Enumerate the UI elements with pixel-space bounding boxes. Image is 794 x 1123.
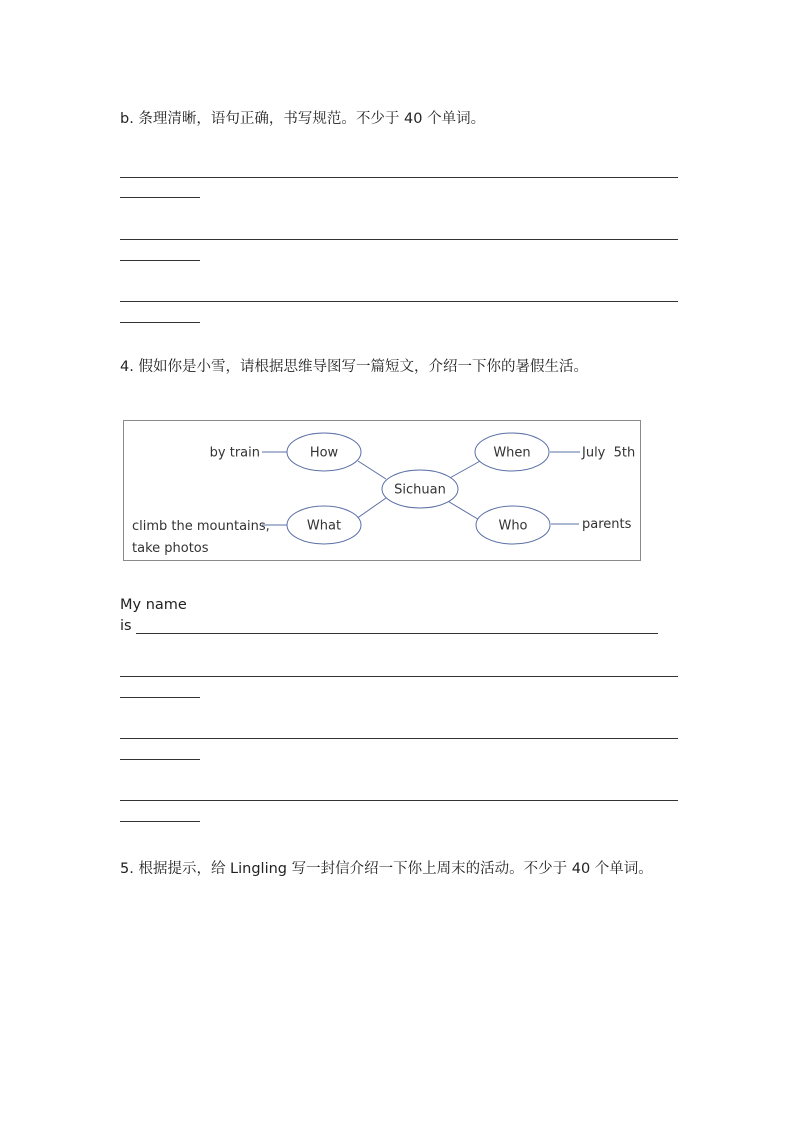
when-answer: July 5th: [582, 445, 636, 461]
writing-line: [120, 738, 678, 739]
node-who-label: Who: [498, 518, 528, 534]
what-answer-line1: climb the mountains,: [132, 519, 270, 534]
answer-start-line1: My name: [120, 597, 187, 613]
writing-line: [120, 676, 678, 677]
writing-line-short: [120, 322, 200, 323]
writing-line: [120, 301, 678, 302]
writing-line: [120, 239, 678, 240]
node-what-label: What: [306, 518, 342, 534]
node-how-label: How: [309, 445, 339, 461]
writing-line: [120, 177, 678, 178]
writing-line-short: [120, 260, 200, 261]
writing-line: [120, 800, 678, 801]
mind-map-diagram: [124, 421, 642, 562]
connector-when: [448, 460, 482, 479]
writing-line-short: [120, 197, 200, 198]
connector-what: [356, 498, 386, 519]
node-center-label: Sichuan: [394, 482, 446, 498]
writing-line-short: [120, 697, 200, 698]
writing-line-short: [120, 821, 200, 822]
answer-start-line2: is: [120, 618, 132, 634]
question-4-prompt: 4. 假如你是小雪，请根据思维导图写一篇短文，介绍一下你的暑假生活。: [120, 359, 588, 375]
node-when-label: When: [493, 445, 531, 461]
question-5-prompt: 5. 根据提示，给 Lingling 写一封信介绍一下你上周末的活动。不少于 40 个单词。: [120, 861, 653, 877]
how-answer: by train: [209, 445, 260, 461]
who-answer: parents: [582, 517, 632, 532]
connector-who: [446, 500, 481, 521]
what-answer-line2: take photos: [132, 541, 209, 556]
section-b-instruction: b. 条理清晰，语句正确，书写规范。不少于 40 个单词。: [120, 111, 486, 127]
writing-line-first: [136, 633, 658, 634]
mind-map: [123, 420, 641, 561]
connector-how: [358, 461, 386, 479]
writing-line-short: [120, 759, 200, 760]
